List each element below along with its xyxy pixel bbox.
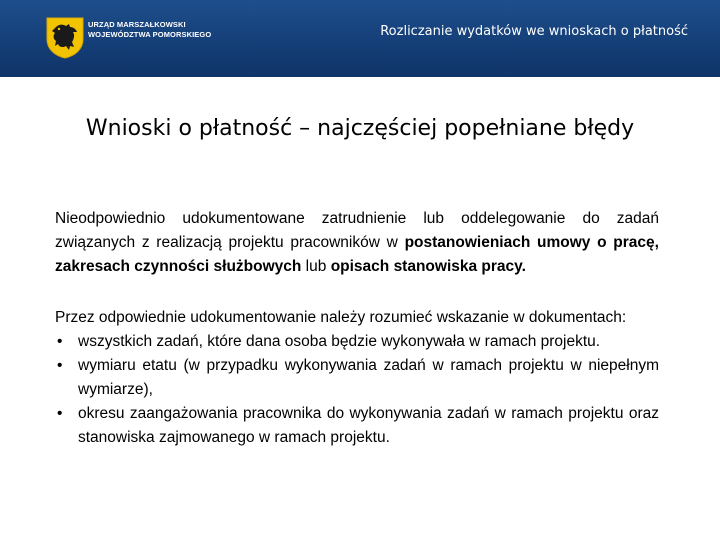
- paragraph-documentation-errors: [55, 207, 659, 279]
- list-item-text: okresu zaangażowania pracownika do wykonywania zadań w ramach projektu oraz stanowiska zajmowanego w ramach projektu.: [78, 405, 659, 446]
- bullet-icon: •: [57, 357, 63, 374]
- requirements-list: [55, 330, 659, 450]
- header-bar: [0, 0, 720, 77]
- paragraph1-bold-b: opisach stanowiska pracy.: [330, 258, 526, 275]
- paragraph1-text-a: Nieodpowiednio udokumentowane zatrudnienie lub oddelegowanie do zadań związanych z realizacją projektu pracowników w: [55, 210, 659, 251]
- paragraph-documentation-requirements: [55, 306, 659, 450]
- paragraph1-text-b: lub: [301, 258, 331, 275]
- bullet-icon: •: [57, 405, 63, 422]
- org-name-line2: WOJEWÓDZTWA POMORSKIEGO: [88, 30, 212, 39]
- list-item-text: wymiaru etatu (w przypadku wykonywania zadań w ramach projektu w niepełnym wymiarze),: [78, 357, 659, 398]
- paragraph1-bold-a: postanowieniach umowy o pracę, zakresach czynności służbowych: [55, 234, 659, 275]
- list-item: [55, 402, 659, 450]
- bullet-icon: •: [57, 333, 63, 350]
- list-item: [55, 354, 659, 402]
- griffin-crest-icon: [45, 17, 85, 59]
- list-item-text: wszystkich zadań, które dana osoba będzie wykonywała w ramach projektu.: [78, 333, 601, 350]
- org-name-line1: URZĄD MARSZAŁKOWSKI: [88, 20, 186, 29]
- paragraph2-intro: Przez odpowiednie udokumentowanie należy rozumieć wskazanie w dokumentach:: [55, 309, 627, 326]
- org-name: [88, 20, 211, 40]
- presentation-title: Rozliczanie wydatków we wnioskach o płatność: [380, 24, 688, 39]
- slide-content: [55, 207, 659, 450]
- list-item: [55, 330, 659, 354]
- slide-title: Wnioski o płatność – najczęściej popełniane błędy: [85, 116, 635, 141]
